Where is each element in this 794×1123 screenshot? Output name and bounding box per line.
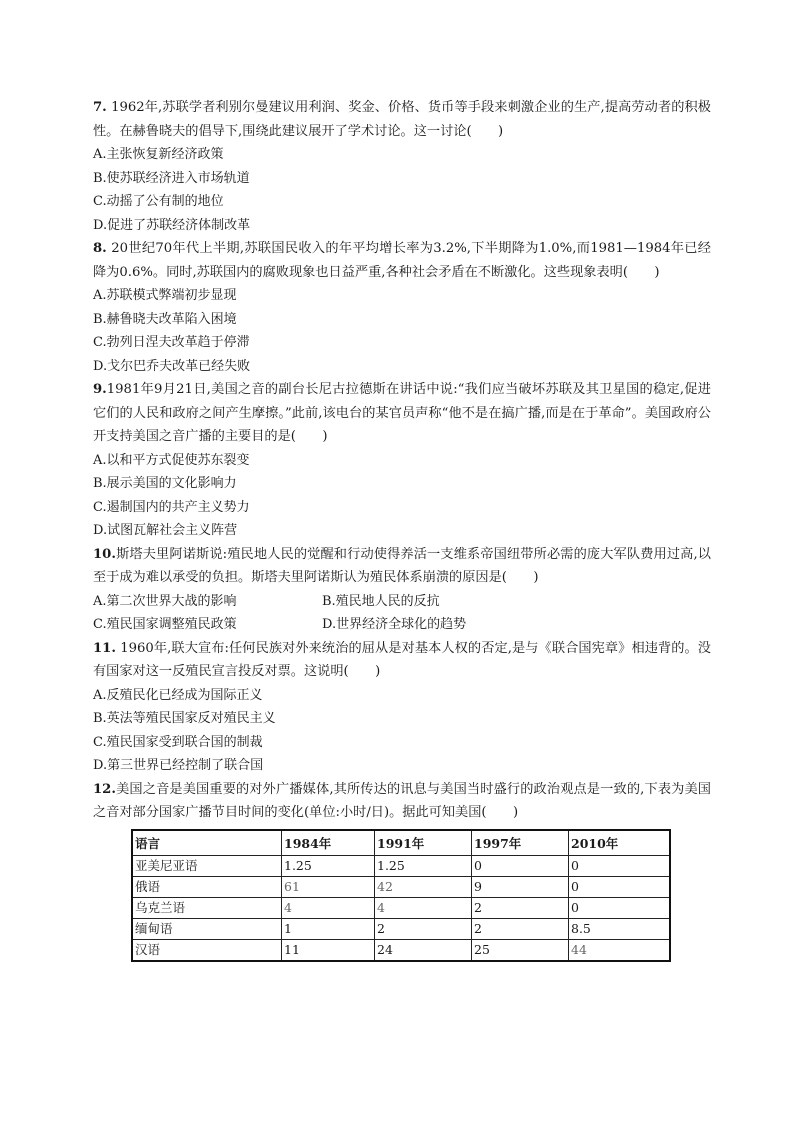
table-cell: 0 xyxy=(472,855,569,876)
question-8 xyxy=(93,237,711,378)
question-number: 8. xyxy=(93,241,107,256)
options-row xyxy=(93,590,711,614)
table-cell: 乌克兰语 xyxy=(132,897,282,918)
table-row xyxy=(132,855,670,876)
question-12 xyxy=(93,778,711,825)
option-a: A.苏联模式弊端初步显现 xyxy=(93,288,237,303)
question-10 xyxy=(93,543,711,637)
table-cell: 俄语 xyxy=(132,876,282,897)
exam-page xyxy=(93,96,711,962)
question-11 xyxy=(93,637,711,778)
question-stem: 1962年,苏联学者利别尔曼建议用利润、奖金、价格、货币等手段来刺激企业的生产,提高劳动者的积极性。在赫鲁晓夫的倡导下,围绕此建议展开了学术讨论。这一讨论( ) xyxy=(93,100,711,139)
option-d: D.促进了苏联经济体制改革 xyxy=(93,217,251,233)
table-cell: 0 xyxy=(569,876,671,897)
option-b: B.英法等殖民国家反对殖民主义 xyxy=(93,711,276,726)
option-d: D.世界经济全球化的趋势 xyxy=(322,617,467,632)
table-cell: 8.5 xyxy=(569,918,671,939)
question-stem: 1960年,联大宣布:任何民族对外来统治的屈从是对基本人权的否定,是与《联合国宪章》相违背的。没有国家对这一反殖民宣言投反对票。这说明( ) xyxy=(93,640,711,679)
option-a: A.反殖民化已经成为国际正义 xyxy=(93,687,263,703)
option-a: A.以和平方式促使苏东裂变 xyxy=(93,452,250,468)
option-b: B.展示美国的文化影响力 xyxy=(93,476,237,491)
table-cell: 2 xyxy=(472,897,569,918)
broadcast-hours-table xyxy=(131,829,671,962)
table-cell: 0 xyxy=(569,855,671,876)
question-stem: 美国之音是美国重要的对外广播媒体,其所传达的讯息与美国当时盛行的政治观点是一致的,下表为美国之音对部分国家广播节目时间的变化(单位:小时/日)。据此可知美国( ) xyxy=(93,781,711,820)
table-cell: 2 xyxy=(472,918,569,939)
table-cell: 0 xyxy=(569,897,671,918)
question-stem: 20世纪70年代上半期,苏联国民收入的年平均增长率为3.2%,下半期降为1.0%,而1981—1984年已经降为0.6%。同时,苏联国内的腐败现象也日益严重,各种社会矛盾在不断激化。这些现象表明( ) xyxy=(93,241,711,280)
option-c: C.殖民国家受到联合国的制裁 xyxy=(93,734,263,750)
question-stem: 1981年9月21日,美国之音的副台长尼古拉德斯在讲话中说:“我们应当破坏苏联及其卫星国的稳定,促进它们的人民和政府之间产生摩擦。”此前,该电台的某官员声称“他不是在搞广播,而是在于革命”。美国政府公开支持美国之音广播的主要目的是( ) xyxy=(93,382,711,444)
table-cell: 汉语 xyxy=(132,939,282,961)
table-header-cell: 语言 xyxy=(132,830,282,856)
table-header-cell: 1997年 xyxy=(472,830,569,856)
option-c: C.动摇了公有制的地位 xyxy=(93,194,224,209)
question-9 xyxy=(93,378,711,543)
question-number: 10. xyxy=(93,546,116,562)
option-d: D.戈尔巴乔夫改革已经失败 xyxy=(93,358,251,374)
question-7 xyxy=(93,96,711,237)
table-header-cell: 1984年 xyxy=(282,830,375,856)
table-cell: 9 xyxy=(472,876,569,897)
table-row xyxy=(132,876,670,897)
option-d: D.试图瓦解社会主义阵营 xyxy=(93,523,238,538)
option-d: D.第三世界已经控制了联合国 xyxy=(93,758,264,773)
table-cell: 4 xyxy=(375,897,472,918)
table-cell: 25 xyxy=(472,939,569,961)
table-cell: 1.25 xyxy=(375,855,472,876)
option-c: C.勃列日涅夫改革趋于停滞 xyxy=(93,335,250,350)
table-cell: 2 xyxy=(375,918,472,939)
table-cell: 缅甸语 xyxy=(132,918,282,939)
option-c: C.遏制国内的共产主义势力 xyxy=(93,499,250,515)
table-row xyxy=(132,897,670,918)
table-cell: 1.25 xyxy=(282,855,375,876)
option-b: B.使苏联经济进入市场轨道 xyxy=(93,170,250,186)
table-row xyxy=(132,939,670,961)
option-a: A.主张恢复新经济政策 xyxy=(93,147,224,162)
table-cell: 亚美尼亚语 xyxy=(132,855,282,876)
table-cell: 11 xyxy=(282,939,375,961)
table-cell: 61 xyxy=(282,876,375,897)
option-b: B.赫鲁晓夫改革陷入困境 xyxy=(93,311,237,327)
question-number: 11. xyxy=(93,640,116,656)
table-cell: 4 xyxy=(282,897,375,918)
table-row xyxy=(132,918,670,939)
options-row xyxy=(93,613,711,637)
table-header-cell: 2010年 xyxy=(569,830,671,856)
table-cell: 44 xyxy=(569,939,671,961)
question-stem: 斯塔夫里阿诺斯说:殖民地人民的觉醒和行动使得养活一支维系帝国纽带所必需的庞大军队费用过高,以至于成为难以承受的负担。斯塔夫里阿诺斯认为殖民体系崩溃的原因是( ) xyxy=(93,546,711,585)
question-number: 12. xyxy=(93,781,116,797)
option-b: B.殖民地人民的反抗 xyxy=(322,593,440,609)
table-cell: 24 xyxy=(375,939,472,961)
question-number: 9. xyxy=(93,382,107,397)
table-header-row xyxy=(132,830,670,856)
table-header-cell: 1991年 xyxy=(375,830,472,856)
option-c: C.殖民国家调整殖民政策 xyxy=(93,617,237,632)
table-cell: 1 xyxy=(282,918,375,939)
table-cell: 42 xyxy=(375,876,472,897)
option-a: A.第二次世界大战的影响 xyxy=(93,593,237,609)
question-number: 7. xyxy=(93,100,107,115)
